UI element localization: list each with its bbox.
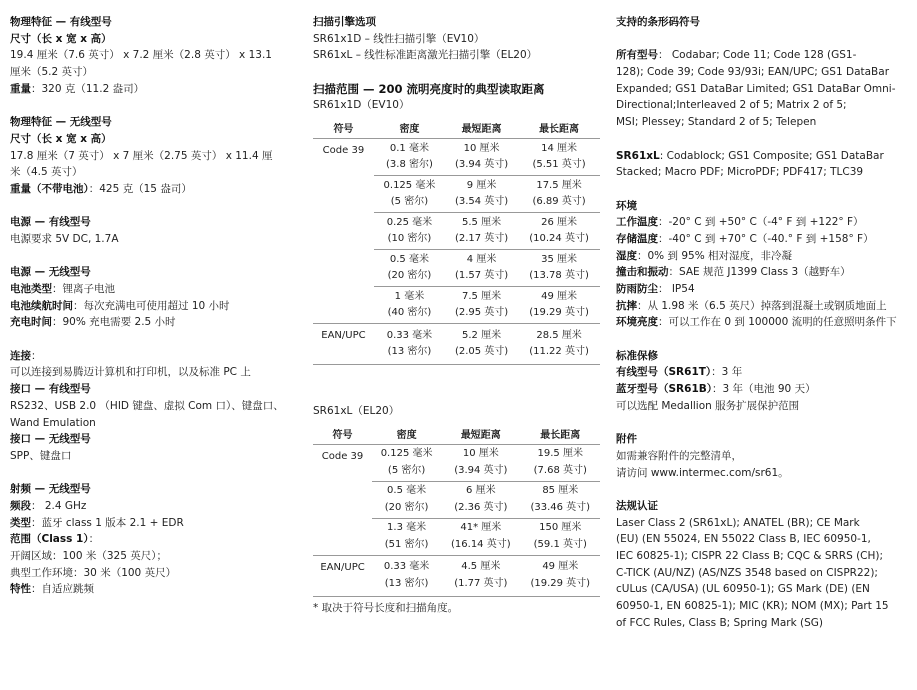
line-text: ： 2.4 GHz <box>31 499 87 512</box>
value-cell <box>372 481 441 518</box>
line-text: ： <box>88 533 100 546</box>
line-text: SPP、键盘口 <box>10 449 72 462</box>
text-line <box>616 114 911 131</box>
text-line <box>616 81 911 98</box>
text-line <box>616 398 911 415</box>
line-text: ：每次充满电可使用超过 10 小时 <box>73 299 230 312</box>
line-text: C-TICK (AU/NZ) (AS/NZS 3548 based on CISPR22); <box>616 566 878 579</box>
column-header: 密度 <box>374 117 445 139</box>
line-text: ：425 克（15 盎司） <box>88 182 192 195</box>
table-row <box>313 324 600 365</box>
line-label: 防雨防尘 <box>616 283 658 295</box>
cell-line: (13.78 英寸) <box>529 270 589 282</box>
value-cell <box>374 139 445 176</box>
text-line <box>10 231 302 248</box>
line-label: 范围（Class 1） <box>10 533 89 546</box>
cell-line: (13 密尔) <box>384 577 429 589</box>
cell-line: (7.68 英寸) <box>533 464 587 476</box>
table-row <box>313 139 600 176</box>
column-right <box>616 14 911 631</box>
value-cell <box>445 176 518 213</box>
cell-line: (3.94 英寸) <box>454 464 508 476</box>
line-label: 连接 <box>10 349 31 362</box>
line-label: 环境 <box>616 199 637 212</box>
text-line <box>616 298 911 315</box>
value-cell <box>518 213 600 250</box>
line-text: ：从 1.98 米（6.5 英尺）掉落到混凝土或钢质地面上 <box>637 299 887 312</box>
line-label: 尺寸（长 x 宽 x 高） <box>10 32 112 45</box>
line-label: 物理特征 — 有线型号 <box>10 16 112 28</box>
text-line <box>616 231 911 248</box>
text-line <box>10 47 302 64</box>
line-text: IEC 60825-1); CISPR 22 Class B; CQC & SRRS (CH); <box>616 550 884 562</box>
line-text: RS232、USB 2.0 （HID 键盘、虚拟 Com 口）、键盘口、 <box>10 399 284 412</box>
line-label: 所有型号 <box>616 49 658 62</box>
cell-line: 0.33 毫米 <box>386 329 433 341</box>
text-line <box>10 314 302 331</box>
line-text: 128); Code 39; Code 93/93i; EAN/UPC; GS1 DataBar <box>616 66 890 79</box>
line-text: ：90% 充电需要 2.5 小时 <box>52 316 176 329</box>
text-line <box>616 47 911 64</box>
spacer <box>616 331 911 348</box>
line-text: 可以选配 Medallion 服务扩展保护范围 <box>616 399 800 412</box>
cell-line: 49 厘米 <box>542 561 579 573</box>
line-label: 电源 — 有线型号 <box>10 216 91 229</box>
value-cell <box>445 139 518 176</box>
text-line <box>616 64 911 81</box>
text-line <box>10 398 302 415</box>
line-text: MSI; Plessey; Standard 2 of 5; Telepen <box>616 116 817 129</box>
engine-option: SR61x1D – 线性扫描引擎（EV10） <box>313 32 485 45</box>
symbol-cell: EAN/UPC <box>313 555 372 596</box>
text-line <box>616 314 911 331</box>
line-text: ：-20° C 到 +50° C（-4° F 到 +122° F） <box>658 216 864 229</box>
value-cell <box>441 481 520 518</box>
line-text: ：SAE 规范 J1399 Class 3（越野车） <box>668 266 851 279</box>
cell-line: 41* 厘米 <box>460 522 502 534</box>
line-text: 可以连接到易腾迈计算机和打印机，以及标准 PC 上 <box>10 366 251 379</box>
line-label: 标准保修 <box>616 349 658 362</box>
cell-line: 28.5 厘米 <box>536 329 582 341</box>
text-line <box>616 148 911 165</box>
text-line <box>10 481 302 498</box>
value-cell <box>518 176 600 213</box>
value-cell <box>374 324 445 365</box>
cell-line: (59.1 英寸) <box>533 538 587 550</box>
line-text: Wand Emulation <box>10 416 96 429</box>
line-text: ：可以工作在 0 到 100000 流明的任意照明条件下 <box>658 316 897 329</box>
text-line <box>10 214 302 231</box>
line-text: 请访问 www.intermec.com/sr61。 <box>616 466 789 479</box>
line-text: ： <box>31 349 42 362</box>
text-line <box>616 348 911 365</box>
column-header: 符号 <box>313 117 374 139</box>
line-text: ： IP54 <box>658 283 695 295</box>
value-cell <box>441 518 520 555</box>
spacer <box>10 248 302 265</box>
line-label: 湿度 <box>616 249 637 262</box>
spacer <box>616 181 911 198</box>
cell-line: 10 厘米 <box>462 448 499 460</box>
value-cell <box>518 324 600 365</box>
text-line <box>616 515 911 532</box>
text-line <box>10 114 302 131</box>
value-cell <box>374 250 445 287</box>
line-label: 存储温度 <box>616 232 658 245</box>
column-header: 最长距离 <box>518 117 600 139</box>
column-middle <box>313 14 600 617</box>
cell-line: (16.14 英寸) <box>451 538 511 550</box>
cell-line: (3.54 英寸) <box>454 196 509 208</box>
text-line <box>10 415 302 432</box>
cell-line: 0.125 毫米 <box>383 179 436 191</box>
symbol-cell: Code 39 <box>313 139 374 324</box>
line-label: 附件 <box>616 433 637 446</box>
value-cell <box>518 287 600 324</box>
table2-caption: SR61xL（EL20） <box>313 405 400 418</box>
spacer <box>10 97 302 114</box>
cell-line: 10 厘米 <box>463 142 500 154</box>
cell-line: 7.5 厘米 <box>462 290 502 302</box>
footnote: * 取决于符号长度和扫描角度。 <box>313 601 459 614</box>
line-text: Expanded; GS1 DataBar Limited; GS1 DataBar Omni- <box>616 82 896 95</box>
text-line <box>616 198 911 215</box>
engine-option: SR61xL – 线性标准距离激光扫描引擎（EL20） <box>313 49 538 62</box>
cell-line: (10 密尔) <box>387 233 432 245</box>
line-label: 尺寸（长 x 宽 x 高） <box>10 132 112 145</box>
line-label: 环境亮度 <box>616 316 658 329</box>
table1-caption: SR61x1D（EV10） <box>313 99 410 112</box>
cell-line: (5.51 英寸) <box>532 159 586 171</box>
text-line <box>616 264 911 281</box>
engine-title: 扫描引擎选项 <box>313 16 376 28</box>
text-line <box>10 181 302 198</box>
line-text: ：锂离子电池 <box>52 283 115 295</box>
line-text: Directional;Interleaved 2 of 5; Matrix 2 of 5; <box>616 99 847 112</box>
cell-line: 85 厘米 <box>542 485 579 497</box>
line-text: 19.4 厘米（7.6 英寸） x 7.2 厘米（2.8 英寸） x 13.1 <box>10 49 272 62</box>
cell-line: (2.05 英寸) <box>454 346 509 358</box>
range-table-el20 <box>313 423 600 597</box>
spacer <box>10 465 302 482</box>
cell-line: (6.89 英寸) <box>532 196 586 208</box>
cell-line: 49 厘米 <box>541 290 578 302</box>
value-cell <box>374 287 445 324</box>
cell-line: (3.8 密尔) <box>386 159 433 171</box>
value-cell <box>441 555 520 596</box>
value-cell <box>521 518 600 555</box>
text-line <box>616 465 911 482</box>
line-text: 60950-1, EN 60825-1); MIC (KR); NOM (MX); Part 15 <box>616 600 889 613</box>
cell-line: 0.33 毫米 <box>383 561 430 573</box>
text-line <box>616 281 911 298</box>
line-label: 接口 — 无线型号 <box>10 433 91 446</box>
text-line <box>10 381 302 398</box>
text-line <box>10 131 302 148</box>
cell-line: (20 密尔) <box>387 270 432 282</box>
line-text: cULus (CA/USA) (UL 60950-1); GS Mark (DE) (EN <box>616 583 870 596</box>
cell-line: (5 密尔) <box>390 196 429 208</box>
line-label: 物理特征 — 无线型号 <box>10 116 112 129</box>
text-line <box>10 81 302 98</box>
cell-line: 14 厘米 <box>541 142 578 154</box>
text-line <box>616 248 911 265</box>
range-table-ev10 <box>313 117 600 365</box>
column-header: 密度 <box>372 423 441 445</box>
line-text: ：0% 到 95% 相对湿度，非冷凝 <box>637 249 793 262</box>
line-text: ：蓝牙 class 1 版本 2.1 + EDR <box>31 516 184 529</box>
cell-line: 0.5 毫米 <box>387 485 427 497</box>
text-line <box>616 431 911 448</box>
text-line <box>10 531 302 548</box>
line-label: 支持的条形码符号 <box>616 16 700 28</box>
text-line <box>616 164 911 181</box>
text-line <box>10 281 302 298</box>
text-line <box>10 448 302 465</box>
cell-line: 4 厘米 <box>466 253 497 265</box>
line-text: Laser Class 2 (SR61xL); ANATEL (BR); CE Mark <box>616 516 860 529</box>
spacer <box>616 415 911 432</box>
value-cell <box>521 444 600 481</box>
text-line <box>10 581 302 598</box>
line-label: 电池续航时间 <box>10 299 73 312</box>
value-cell <box>445 213 518 250</box>
text-line <box>10 64 302 81</box>
line-text: ：320 克（11.2 盎司） <box>31 82 145 95</box>
text-line <box>616 565 911 582</box>
text-line <box>616 97 911 114</box>
line-label: 法规认证 <box>616 499 658 512</box>
line-label: SR61xL <box>616 149 660 162</box>
text-line <box>10 348 302 365</box>
value-cell <box>374 176 445 213</box>
line-text: : Codablock; GS1 Composite; GS1 DataBar <box>659 149 884 162</box>
value-cell <box>518 250 600 287</box>
cell-line: 9 厘米 <box>466 179 497 191</box>
cell-line: 6 厘米 <box>466 485 496 497</box>
text-line <box>616 531 911 548</box>
cell-line: 0.5 毫米 <box>389 253 429 265</box>
line-text: 电源要求 5V DC, 1.7A <box>10 232 119 245</box>
text-line <box>10 164 302 181</box>
table-row <box>313 555 600 596</box>
cell-line: (19.29 英寸) <box>530 577 591 589</box>
line-label: 电源 — 无线型号 <box>10 266 91 279</box>
line-text: ： Codabar; Code 11; Code 128 (GS1- <box>658 49 857 62</box>
symbol-cell: EAN/UPC <box>313 324 374 365</box>
cell-line: (5 密尔) <box>387 464 426 476</box>
text-line <box>616 214 911 231</box>
value-cell <box>372 555 441 596</box>
value-cell <box>374 213 445 250</box>
column-header: 最长距离 <box>521 423 600 445</box>
column-left <box>10 14 302 598</box>
cell-line: 19.5 厘米 <box>537 448 583 460</box>
line-text: ：自适应跳频 <box>31 583 94 596</box>
text-line <box>616 14 911 31</box>
value-cell <box>445 324 518 365</box>
table-row <box>313 444 600 481</box>
line-label: 电池类型 <box>10 283 52 295</box>
line-label: 频段 <box>10 499 31 512</box>
cell-line: (1.77 英寸) <box>454 577 508 589</box>
line-text: 米（4.5 英寸） <box>10 166 83 179</box>
line-text: 厘米（5.2 英寸） <box>10 66 94 79</box>
cell-line: (40 密尔) <box>387 307 432 319</box>
text-line <box>616 381 911 398</box>
spacer <box>10 198 302 215</box>
cell-line: 0.125 毫米 <box>380 448 433 460</box>
line-text: ：-40° C 到 +70° C（-40.° F 到 +158° F） <box>658 232 874 245</box>
cell-line: (13 密尔) <box>387 346 432 358</box>
text-line <box>616 615 911 632</box>
line-text: 典型工作环境：30 米（100 英尺） <box>10 566 177 579</box>
value-cell <box>445 250 518 287</box>
cell-line: (19.29 英寸) <box>529 307 589 319</box>
cell-line: (51 密尔) <box>384 538 429 550</box>
text-line <box>10 431 302 448</box>
text-line <box>10 548 302 565</box>
spacer <box>616 131 911 148</box>
cell-line: 5.2 厘米 <box>462 329 502 341</box>
cell-line: 4.5 厘米 <box>461 561 501 573</box>
text-line <box>10 14 302 31</box>
line-text: 如需兼容附件的完整清单， <box>616 449 742 462</box>
text-line <box>616 548 911 565</box>
cell-line: 26 厘米 <box>541 216 578 228</box>
line-label: 特性 <box>10 583 31 596</box>
value-cell <box>521 555 600 596</box>
text-line <box>10 148 302 165</box>
cell-line: 0.25 毫米 <box>386 216 433 228</box>
text-line <box>10 31 302 48</box>
cell-line: 5.5 厘米 <box>462 216 502 228</box>
cell-line: 1 毫米 <box>394 290 425 302</box>
line-label: 充电时间 <box>10 316 52 329</box>
line-text: ：3 年 <box>711 366 743 379</box>
cell-line: 0.1 毫米 <box>389 142 429 154</box>
line-text: Stacked; Macro PDF; MicroPDF; PDF417; TLC39 <box>616 166 864 179</box>
line-text: of FCC Rules, Class B; Spring Mark (SG) <box>616 616 823 629</box>
spacer <box>616 31 911 48</box>
cell-line: (2.95 英寸) <box>454 307 509 319</box>
line-label: 射频 — 无线型号 <box>10 483 91 496</box>
value-cell <box>441 444 520 481</box>
line-label: 接口 — 有线型号 <box>10 383 91 396</box>
cell-line: (20 密尔) <box>384 501 429 513</box>
column-header: 符号 <box>313 423 372 445</box>
value-cell <box>518 139 600 176</box>
text-line <box>10 264 302 281</box>
symbol-cell: Code 39 <box>313 444 372 555</box>
value-cell <box>372 518 441 555</box>
value-cell <box>521 481 600 518</box>
text-line <box>616 598 911 615</box>
cell-line: (2.17 英寸) <box>454 233 509 245</box>
value-cell <box>445 287 518 324</box>
cell-line: (1.57 英寸) <box>454 270 509 282</box>
line-text: 开阔区域：100 米（325 英尺）； <box>10 550 168 562</box>
line-label: 重量（不带电池） <box>10 182 89 195</box>
range-title: 扫描范围 — 200 流明亮度时的典型读取距离 <box>313 81 545 96</box>
cell-line: (33.46 英寸) <box>530 501 591 513</box>
cell-line: (2.36 英寸) <box>454 501 508 513</box>
line-label: 蓝牙型号（SR61B） <box>616 383 713 396</box>
text-line <box>10 298 302 315</box>
line-label: 重量 <box>10 82 31 95</box>
value-cell <box>372 444 441 481</box>
line-text: (EU) (EN 55024, EN 55022 Class B, IEC 60950-1, <box>616 533 871 546</box>
text-line <box>616 364 911 381</box>
cell-line: (10.24 英寸) <box>529 233 589 245</box>
line-label: 撞击和振动 <box>616 266 669 279</box>
spacer <box>10 331 302 348</box>
line-label: 工作温度 <box>616 216 658 229</box>
column-header: 最短距离 <box>445 117 518 139</box>
cell-line: 150 厘米 <box>539 522 582 534</box>
line-text: 17.8 厘米（7 英寸） x 7 厘米（2.75 英寸） x 11.4 厘 <box>10 149 273 162</box>
cell-line: 17.5 厘米 <box>536 179 582 191</box>
text-line <box>616 498 911 515</box>
line-label: 类型 <box>10 516 31 529</box>
cell-line: (3.94 英寸) <box>454 159 509 171</box>
line-label: 有线型号（SR61T） <box>616 366 712 379</box>
column-header: 最短距离 <box>441 423 520 445</box>
cell-line: 1.3 毫米 <box>387 522 427 534</box>
text-line <box>616 581 911 598</box>
cell-line: (11.22 英寸) <box>529 346 589 358</box>
line-text: ：3 年（电池 90 天） <box>712 383 816 396</box>
text-line <box>616 448 911 465</box>
line-label: 抗摔 <box>616 299 637 312</box>
text-line <box>10 565 302 582</box>
cell-line: 35 厘米 <box>541 253 578 265</box>
text-line <box>10 498 302 515</box>
text-line <box>10 364 302 381</box>
spacer <box>616 481 911 498</box>
text-line <box>10 515 302 532</box>
